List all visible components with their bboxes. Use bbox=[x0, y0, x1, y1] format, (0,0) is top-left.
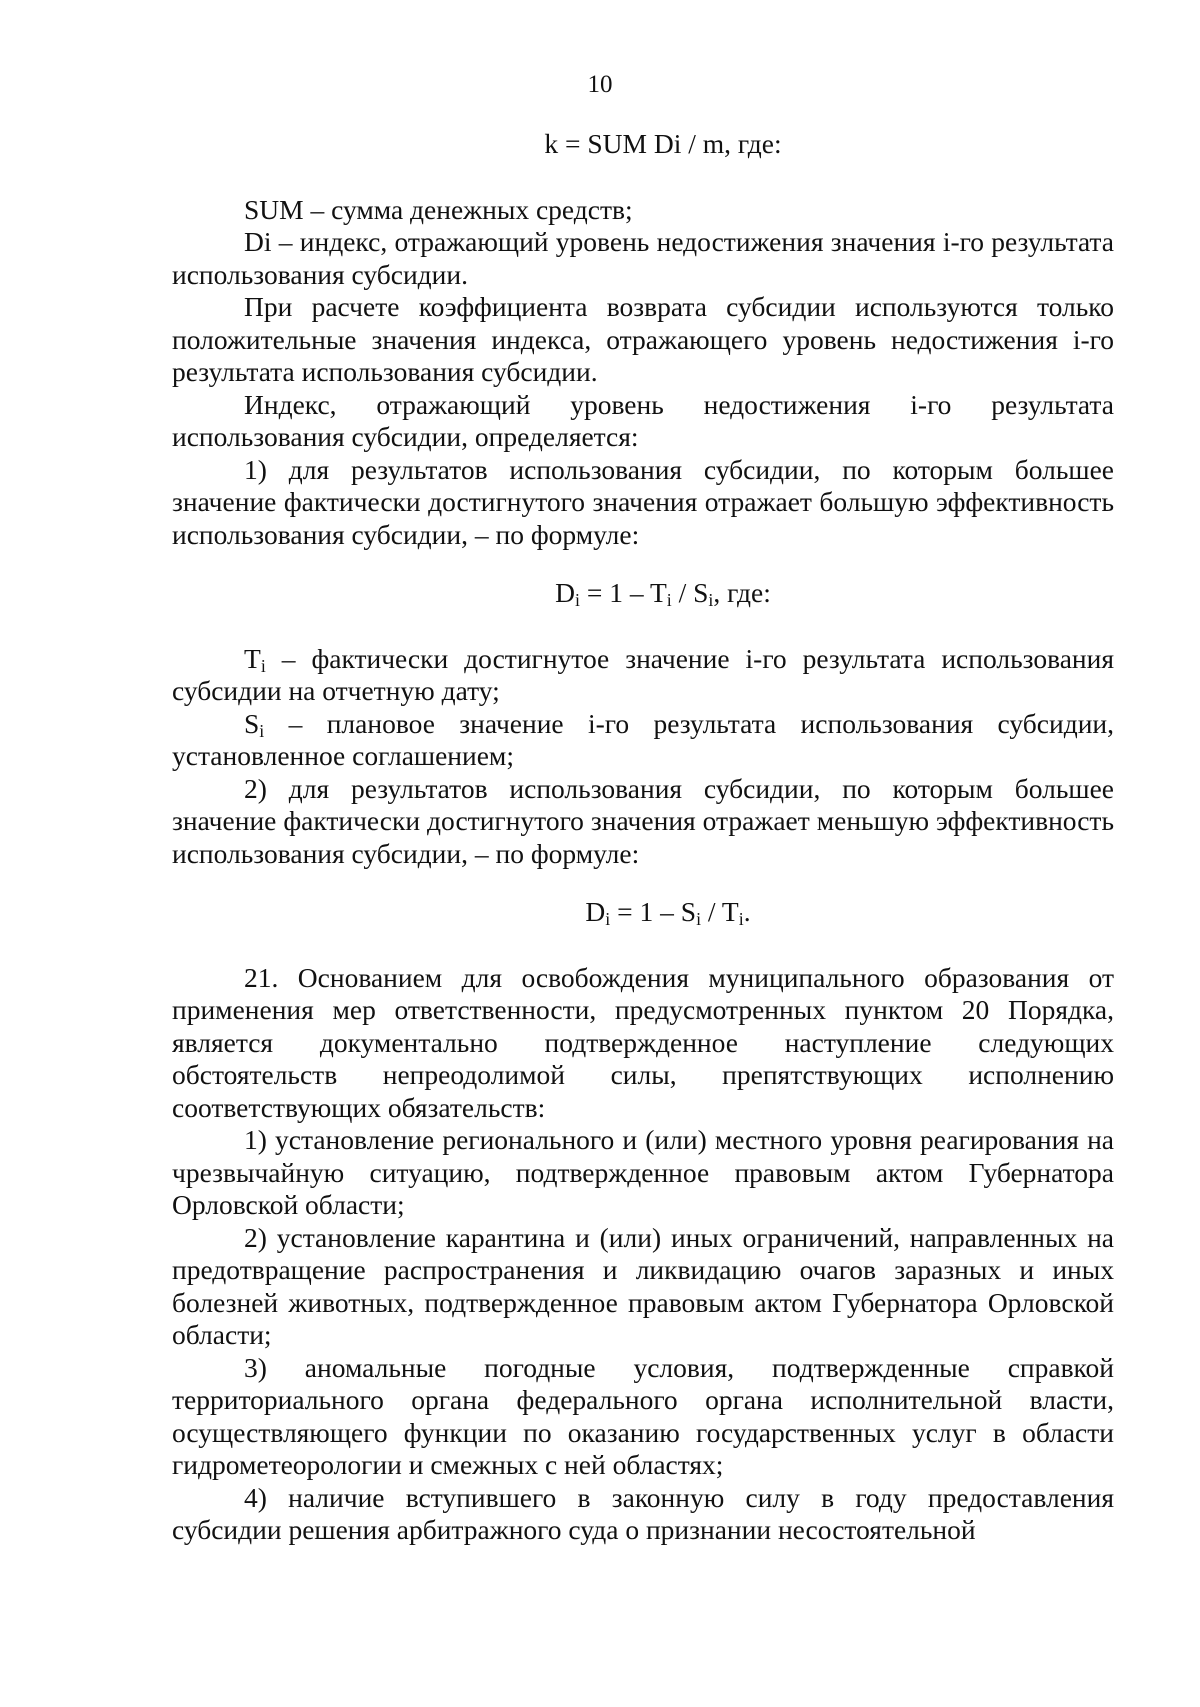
page-number: 10 bbox=[587, 71, 613, 98]
ti-symbol: T bbox=[244, 642, 261, 674]
ti-symbol-sub: i bbox=[260, 655, 266, 676]
formula-di-2-tail: . bbox=[743, 896, 751, 927]
formula-di-2-div-sub: i bbox=[738, 909, 744, 929]
formula-di-2-lhs-sub: i bbox=[605, 909, 611, 929]
formula-di-2-lhs: D bbox=[585, 896, 606, 927]
paragraph-clause-21: 21. Основанием для освобождения муниципального образования от применения мер ответственности, предусмотренных пунктом 20 Порядка, является документально подтвержденное наступление следующих обстоятельств непреодолимой силы, препятствующих исполнению соответствующих обязательств: bbox=[172, 961, 1114, 1123]
si-symbol: S bbox=[244, 707, 260, 739]
formula-di-2-mid-sub: i bbox=[696, 909, 702, 929]
paragraph-clause-21-item-1: 1) установление регионального и (или) местного уровня реагирования на чрезвычайную ситуацию, подтвержденное правовым актом Губернатора Орловской области; bbox=[172, 1124, 1114, 1220]
formula-di-2-mid: = 1 – S bbox=[610, 896, 697, 927]
formula-di-2 bbox=[172, 896, 1114, 929]
formula-k: k = SUM Di / m, где: bbox=[544, 128, 782, 159]
formula-di-1-mid-sub: i bbox=[666, 590, 672, 610]
formula-di-1-lhs-sub: i bbox=[574, 590, 580, 610]
paragraph-ti-definition bbox=[172, 643, 1114, 708]
paragraph-case-2: 2) для результатов использования субсидии, по которым большее значение фактически достигнутого значения отражает меньшую эффективность использования субсидии, – по формуле: bbox=[172, 772, 1114, 869]
formula-di-1-lhs: D bbox=[555, 577, 575, 608]
formula-di-2-div: / T bbox=[701, 896, 739, 927]
formula-di-1-mid: = 1 – T bbox=[579, 577, 667, 608]
paragraph-di-definition: Di – индекс, отражающий уровень недостижения значения i-го результата использования субсидии. bbox=[172, 226, 1114, 290]
paragraph-si-definition bbox=[172, 708, 1114, 773]
document-body bbox=[172, 128, 1114, 1547]
formula-di-1-div: / S bbox=[671, 577, 709, 608]
formula-di-1-tail: , где: bbox=[713, 577, 771, 608]
paragraph-clause-21-item-4: 4) наличие вступившего в законную силу в году предоставления субсидии решения арбитражного суда о признании несостоятельной bbox=[172, 1481, 1114, 1545]
paragraph-sum-definition: SUM – сумма денежных средств; bbox=[244, 193, 633, 225]
si-definition-text: – плановое значение i-го результата использования субсидии, установленное соглашением; bbox=[172, 707, 1114, 771]
si-symbol-sub: i bbox=[259, 720, 265, 741]
formula-di-1 bbox=[172, 577, 1114, 610]
ti-definition-text: – фактически достигнутое значение i-го результата использования субсидии на отчетную дату; bbox=[172, 642, 1114, 706]
paragraph-index-determined: Индекс, отражающий уровень недостижения i-го результата использования субсидии, определяется: bbox=[172, 388, 1114, 452]
paragraph-clause-21-item-3: 3) аномальные погодные условия, подтвержденные справкой территориального органа федерального органа исполнительной власти, осуществляющего функции по оказанию государственных услуг в области гидрометеорологии и смежных с ней областях; bbox=[172, 1351, 1114, 1480]
paragraph-case-1: 1) для результатов использования субсидии, по которым большее значение фактически достигнутого значения отражает большую эффективность использования субсидии, – по формуле: bbox=[172, 453, 1114, 550]
paragraph-clause-21-item-2: 2) установление карантина и (или) иных ограничений, направленных на предотвращение распространения и ликвидацию очагов заразных и иных болезней животных, подтвержденное правовым актом Губернатора Орловской области; bbox=[172, 1221, 1114, 1350]
paragraph-positive-values: При расчете коэффициента возврата субсидии используются только положительные значения индекса, отражающего уровень недостижения i-го результата использования субсидии. bbox=[172, 291, 1114, 387]
formula-di-1-div-sub: i bbox=[708, 590, 714, 610]
